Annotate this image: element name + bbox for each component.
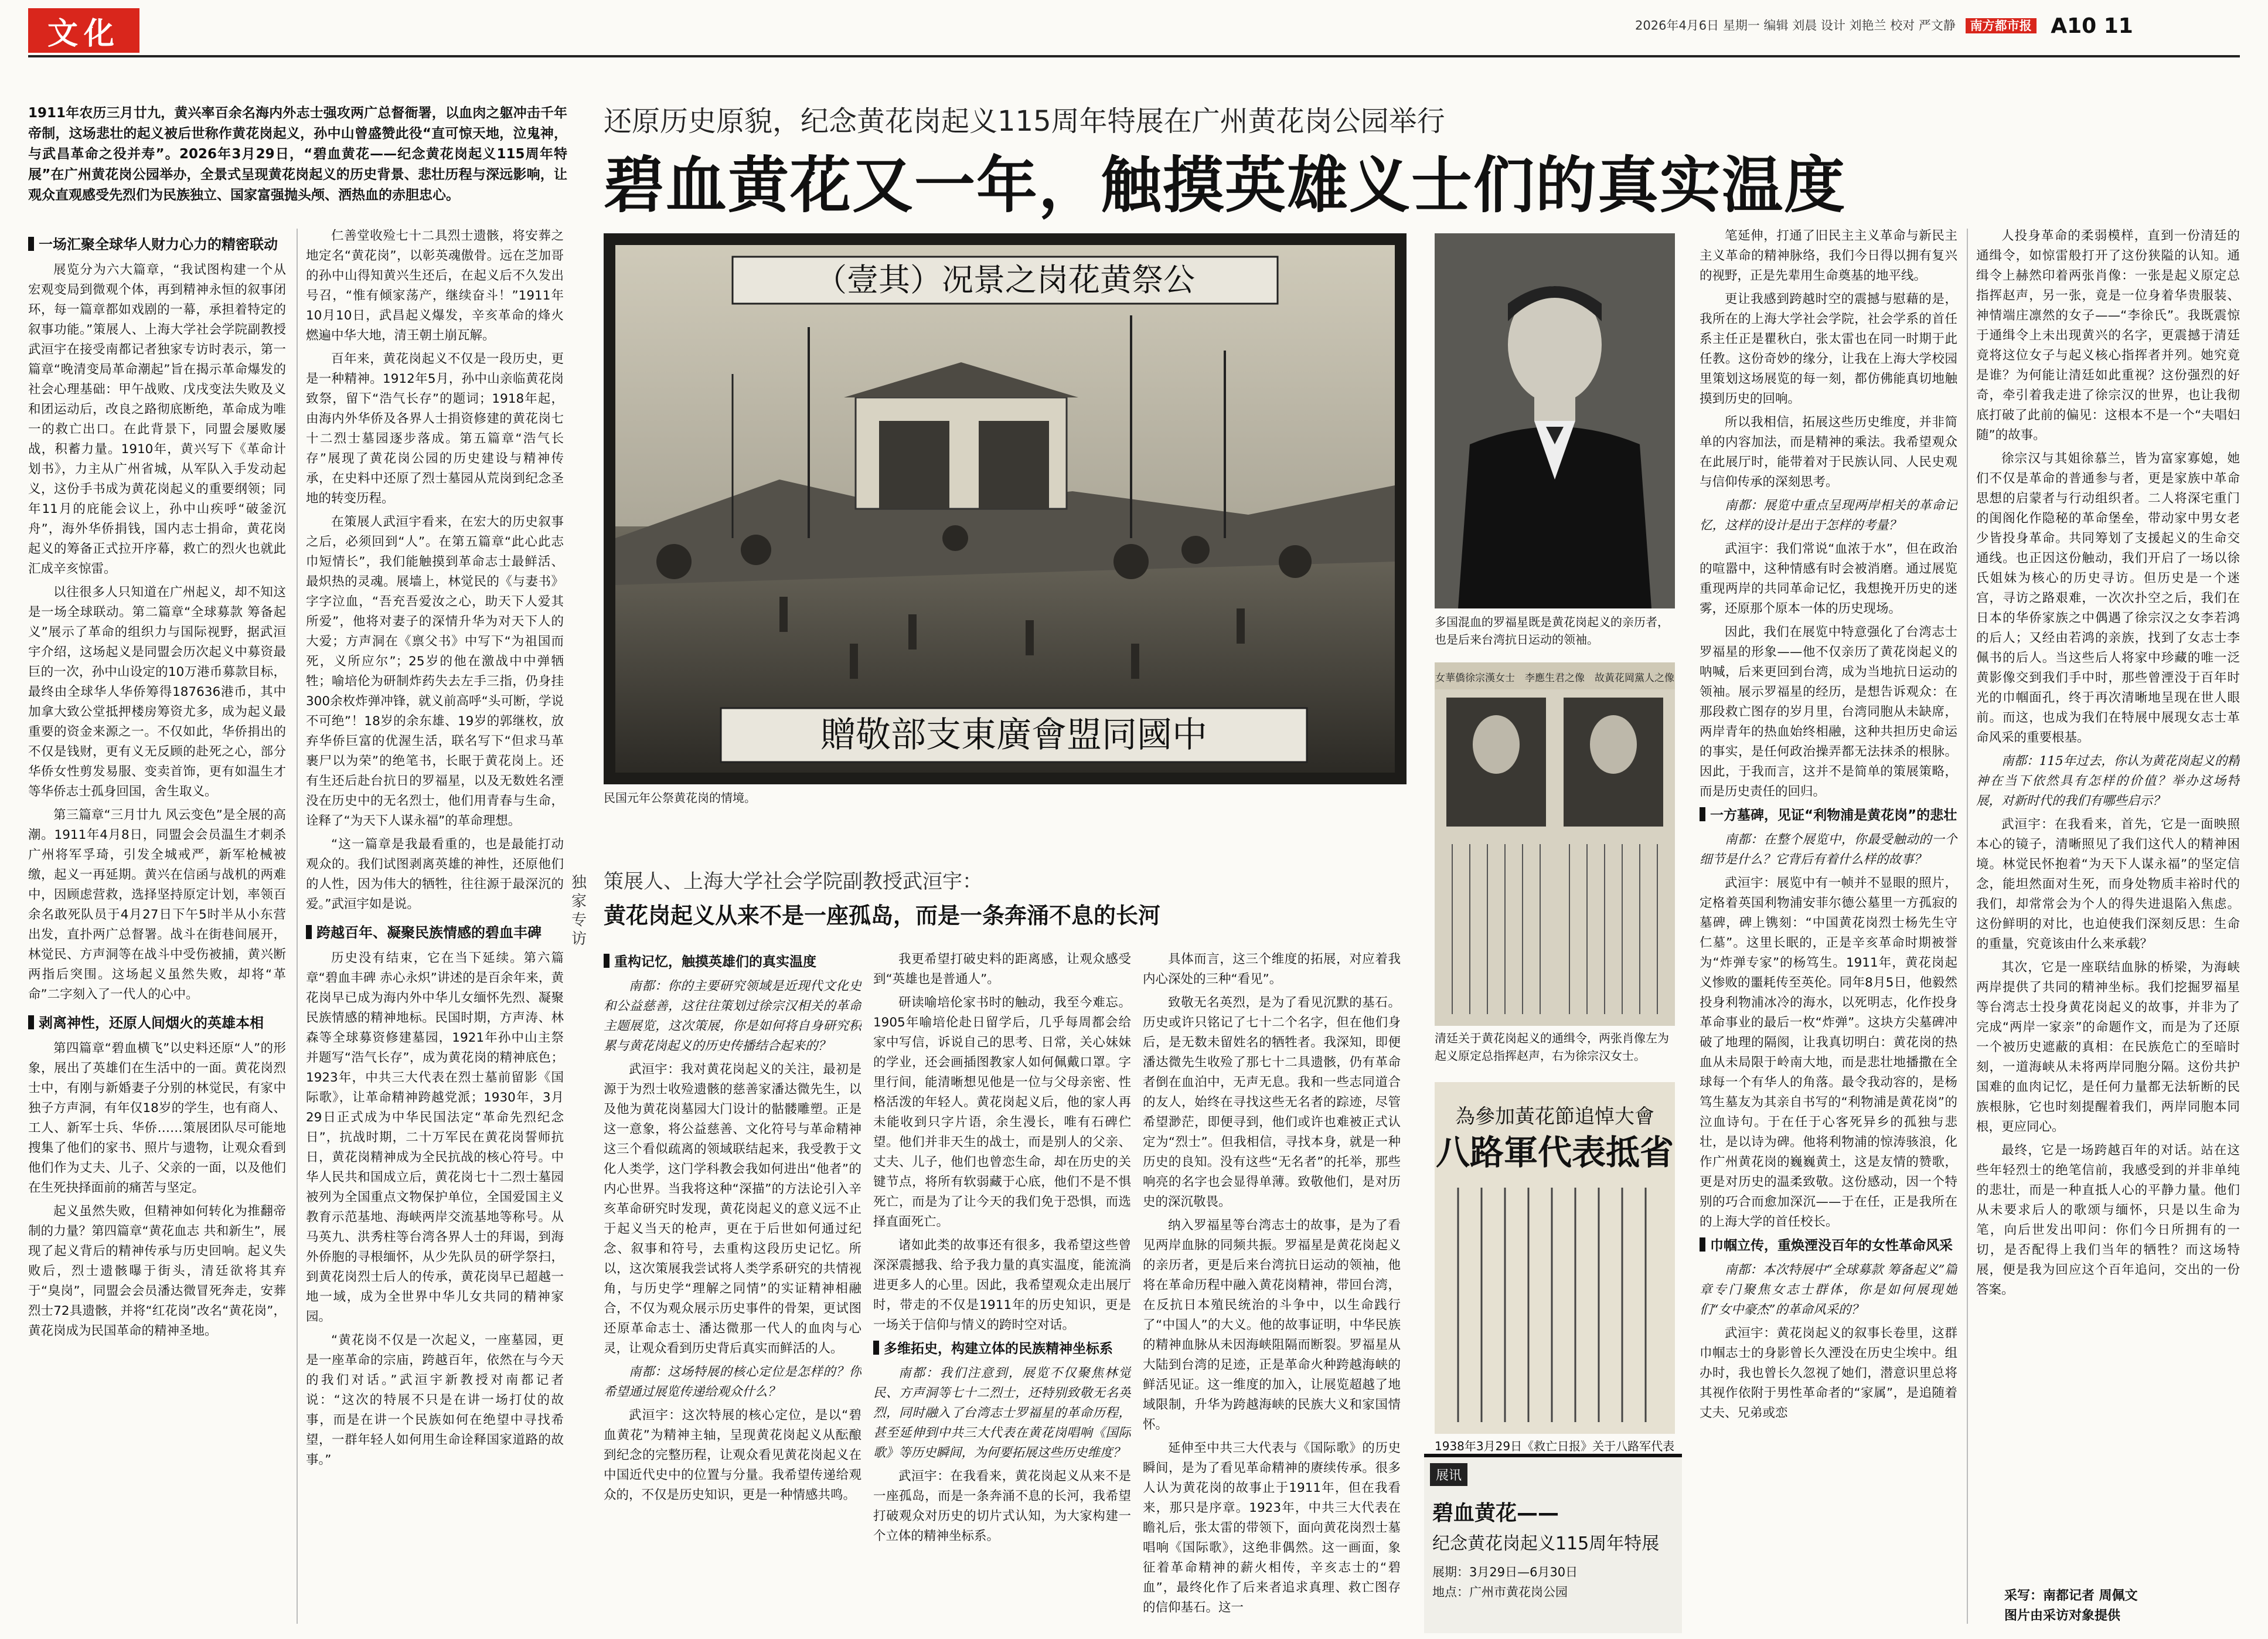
paragraph: 具体而言，这三个维度的拓展，对应着我内心深处的三种“看见”。 xyxy=(1143,952,1401,987)
lead-paragraph: 1911年农历三月廿九，黄兴率百余名海内外志士强攻两广总督衙署，以血肉之躯冲击千年帝制，这场悲壮的起义被后世称作黄花岗起义，孙中山曾盛赞此役“直可惊天地，泣鬼神，与武昌革命之役并寿”。2026年3月29日，“碧血黄花——纪念黄花岗起义115周年特展”在广州黄花岗公园举办，全景式呈现黄花岗起义的历史背景、悲壮历程与深远影响，让观众直观感受先烈们为民族独立、国家富强抛头颅、洒热血的赤胆忠心。 xyxy=(28,106,567,203)
section-heading: 一场汇聚全球华人财力心力的精密联动 xyxy=(28,234,286,254)
question: 南都：本次特展中“全球募款 筹备起义”篇章专门聚焦女志士群体，你是如何展现她们“女中豪杰”的革命风采的？ xyxy=(1700,1263,1957,1317)
interview-column-b xyxy=(873,950,1131,1630)
paragraph: 百年来，黄花岗起义不仅是一段历史，更是一种精神。1912年5月，孙中山亲临黄花岗致祭，留下“浩气长存”的题词；1918年起，由海内外华侨及各界人士捐资修建的黄花岗七十二烈士墓园逐步落成。第五篇章“浩气长存”展现了黄花岗公园的历史建设与精神传承，在史料中还原了烈士墓园从荒岗到纪念圣地的转变历程。 xyxy=(306,352,564,506)
headline: 碧血黄花又一年，触摸英雄义士们的真实温度 xyxy=(604,149,1847,221)
question: 南都：展览中重点呈现两岸相关的革命记忆，这样的设计是出于怎样的考量？ xyxy=(1700,498,1957,533)
section-heading: 多维拓史，构建立体的民族精神坐标系 xyxy=(873,1339,1131,1359)
answer: 武洹宇：我们常说“血浓于水”，但在政治的喧嚣中，这种情感有时会被消磨。通过展览重现两岸的共同革命记忆，我想挽开历史的迷雾，还原那个原本一体的历史现场。 xyxy=(1700,542,1957,616)
column-5 xyxy=(1700,226,1957,1627)
column-1 xyxy=(28,226,286,1627)
portrait-image xyxy=(1435,233,1675,608)
section-heading: 重构记忆，触摸英雄们的真实温度 xyxy=(604,952,861,972)
paragraph: 人投身革命的柔弱模样，直到一份清廷的通缉令，如惊雷般打开了这份狭隘的认知。通缉令上赫然印着两张肖像：一张是起义原定总指挥赵声，另一张，竟是一位身着华贵服装、神情端庄凛然的女子——“李徐氏”。我既震惊于通缉令上未出现黄兴的名字，更震撼于清廷竟将这位女子与起义核心指挥者并列。她究竟是谁？为何能让清廷如此重视？这份强烈的好奇，牵引着我走进了徐宗汉的世界，也让我彻底打破了此前的偏见：这根本不是一个“夫唱妇随”的故事。 xyxy=(1976,229,2240,443)
question: 南都：你的主要研究领域是近现代文化史和公益慈善，这往往策划过徐宗汉相关的革命主题展览，这次策展，你是如何将自身研究积累与黄花岗起义的历史传播结合起来的？ xyxy=(604,979,861,1053)
portrait-photo xyxy=(1435,233,1675,608)
paragraph: 延伸至中共三大代表与《国际歌》的历史瞬间，是为了看见革命精神的赓续传承。很多人认为黄花岗的故事止于1911年，但在我看来，那只是序章。1923年，中共三大代表在瞻礼后，张太雷的带领下，面向黄花岗烈士墓唱响《国际歌》，这绝非偶然。这一画面，象征着革命精神的薪火相传，辛亥志士的“碧血”，最终化作了后来者追求真理、救亡图存的信仰基石。这一 xyxy=(1143,1441,1401,1615)
paragraph: 第三篇章“三月廿九 风云变色”是全展的高潮。1911年4月8日，同盟会会员温生才刺杀广州将军孚琦，引发全城戒严，新军枪械被缴，起义一再延期。黄兴在信函与战机的两难中，因顾虑营救，选择坚持原定计划，率领百余名敢死队员于4月27日下午5时半从小东营出发，直扑两广总督署。战斗在街巷间展开，林觉民、方声洞等在战斗中受伤被捕，黄兴断两指后突围。这场起义虽然失败，却将“革命”二字刻入了一代人的心中。 xyxy=(28,808,286,1002)
exhibit-location: 地点：广州市黄花岗公园 xyxy=(1432,1585,1568,1599)
photo-banner-bottom: 贈敬部支東廣會盟同國中 xyxy=(820,715,1207,756)
notice-header: 女華僑徐宗漢女士 李應生君之像 故黃花岡黨人之像 xyxy=(1435,672,1674,684)
question: 南都：我们注意到，展览不仅聚焦林觉民、方声洞等七十二烈士，还特别致敬无名英烈，同时融入了台湾志士罗福星的革命历程，甚至延伸到中共三大代表在黄花岗唱响《国际歌》等历史瞬间，为何要拓展这些历史维度？ xyxy=(873,1366,1131,1460)
paragraph: 诸如此类的故事还有很多，我希望这些曾深深震撼我、给予我力量的真实温度，能流淌进更多人的心里。因此，我希望观众走出展厅时，带走的不仅是1911年的历史知识，更是一场关于信仰与情义的跨时空对话。 xyxy=(873,1238,1131,1332)
column-6 xyxy=(1976,226,2240,1575)
paragraph: 第四篇章“碧血横飞”以史料还原“人”的形象，展出了英雄们在生活中的一面。黄花岗烈士中，有刚与新婚妻子分别的林觉民，有家中独子方声洞，有年仅18岁的学生，也有商人、工人、新军士兵、华侨……策展团队尽可能地搜集了他们的家书、照片与遗物，让观众看到他们作为丈夫、儿子、父亲的一面，以及他们在生死抉择面前的痛苦与坚定。 xyxy=(28,1041,286,1195)
section-tag: 文化 xyxy=(28,8,139,53)
interview-column-a xyxy=(604,950,861,1630)
photo-banner-top: （壹其）况景之岗花黄祭公 xyxy=(815,261,1195,298)
interview-title xyxy=(604,865,1190,930)
question: 南都：这场特展的核心定位是怎样的？你希望通过展览传递给观众什么？ xyxy=(604,1365,861,1399)
clipping-headline: 八路軍代表抵省 xyxy=(1435,1133,1674,1172)
paragraph: “黄花岗不仅是一次起义，一座墓园，更是一座革命的宗庙，跨越百年，依然在与今天的我们对话。”武洹宇新教授对南都记者说：“这次的特展不只是在讲一场打仗的故事，而是在讲一个民族如何在绝望中寻找希望，一群年轻人如何用生命诠释国家道路的故事。” xyxy=(306,1333,564,1467)
clipping-caption: 1938年3月29日《救亡日报》关于八路军代表 xyxy=(1435,1439,1675,1453)
answer: 武洹宇：在我看来，首先，它是一面映照本心的镜子，清晰照见了我们这代人的精神困境。林觉民怀抱着“为天下人谋永福”的坚定信念，能坦然面对生死，而身处物质丰裕时代的我们，却常常会为个人的得失进退陷入焦虑。这份鲜明的对比，也迫使我们深刻反思：生命的重量，究竟该由什么来承载？ xyxy=(1976,817,2240,951)
section-heading: 跨越百年、凝聚民族情感的碧血丰碑 xyxy=(306,923,564,943)
exhibit-subtitle: 纪念黄花岗起义115周年特展 xyxy=(1432,1533,1660,1554)
answer: 武洹宇：在我看来，黄花岗起义从来不是一座孤岛，而是一条奔涌不息的长河，我希望打破观众对历史的切片式认知，为大家构建一个立体的精神坐标系。 xyxy=(873,1469,1131,1543)
byline xyxy=(2004,1586,2250,1626)
section-heading: 一方墓碑，见证“利物浦是黄花岗”的悲壮 xyxy=(1700,805,1957,825)
wanted-notice-photo xyxy=(1435,662,1675,1026)
kicker: 还原历史原貌，纪念黄花岗起义115周年特展在广州黄花岗公园举行 xyxy=(604,105,1445,138)
paragraph: 其次，它是一座联结血脉的桥梁，为海峡两岸提供了共同的精神坐标。我们挖掘罗福星等台湾志士投身黄花岗起义的故事，并非为了完成“两岸一家亲”的命题作文，而是为了还原一个被历史遮蔽的真相：在民族危亡的至暗时刻，一道海峡从未将两岸同胞分隔。这份共护国难的血肉记忆，是任何力量都无法斩断的民族根脉，它也时刻提醒着我们，两岸同胞本同根，更应同心。 xyxy=(1976,960,2240,1134)
exhibit-info-box xyxy=(1424,1454,1682,1633)
byline-writer: 采写：南都记者 周佩文 xyxy=(2004,1589,2138,1603)
paragraph: 笔延伸，打通了旧民主主义革命与新民主主义革命的精神脉络，我们今日得以拥有复兴的视野，正是先辈用生命奠基的地平线。 xyxy=(1700,229,1957,283)
answer: 武洹宇：这次特展的核心定位，是以“碧血黄花”为精神主轴，呈现黄花岗起义从酝酿到纪念的完整历程，让观众看见黄花岗起义在中国近代史中的位置与分量。我希望传递给观众的，不仅是历史知识，更是一种情感共鸣。 xyxy=(604,1408,861,1502)
paragraph: 徐宗汉与其姐徐慕兰，皆为富家寡媳，她们不仅是革命的普通参与者，更是家族中革命思想的启蒙者与行动组织者。二人将深宅重门的闺阁化作隐秘的革命堡垒，带动家中男女老少皆投身革命。共同筹划了支援起义的生命交通线。也正因这份触动，我们开启了一场以徐氏姐妹为核心的历史寻访。但历史是一个迷宫，寻访之路艰难，一次次扑空之后，我们在日本的华侨家族之中偶遇了徐宗汉之女李若鸿的后人；又经由若鸿的亲族，找到了女志士李佩书的后人。当这些后人将家中珍藏的唯一泛黄影像交到我们手中时，那些曾湮没于百年时光的巾帼面孔，终于再次清晰地呈现在世人眼前。而这，也成为我们在特展中展现女志士革命风采的重要根基。 xyxy=(1976,451,2240,745)
paragraph: 仁善堂收殓七十二具烈士遗骸，将安葬之地定名“黄花岗”，以彰英魂傲骨。远在芝加哥的孙中山得知黄兴生还后，在起义后不久发出号召，“惟有倾家荡产，继续奋斗！”1911年10月10日，武昌起义爆发，辛亥革命的烽火燃遍中华大地，清王朝土崩瓦解。 xyxy=(306,229,564,343)
exhibit-dates: 展期：3月29日—6月30日 xyxy=(1432,1565,1578,1579)
column-divider xyxy=(1967,229,1968,1624)
paragraph: 最终，它是一场跨越百年的对话。站在这些年轻烈士的绝笔信前，我感受到的并非单纯的悲壮，而是一种直抵人心的平静力量。他们从未要求后人的歌颂与缅怀，只是以生命为笔，向后世发出叩问：你们今日所拥有的一切，是否配得上我们当年的牺牲？而这场特展，便是我为回应这个百年追问，交出的一份答案。 xyxy=(1976,1143,2240,1297)
paragraph: 以往很多人只知道在广州起义，却不知这是一场全球联动。第二篇章“全球募款 筹备起义”展示了革命的组织力与国际视野，据武洹宇介绍，这场起义是同盟会历次起义中募资最巨的一次，孙中山设定的10万港币募款目标，最终由全球华人华侨筹得187636港币，其中加拿大致公堂抵押楼房筹资尤多，成为起义最重要的资金来源之一。不仅如此，华侨捐出的不仅是钱财，更有义无反顾的赴死之心，部分华侨女性剪发易服、变卖首饰，更有如温生才等华侨志士孤身回国，舍生取义。 xyxy=(28,585,286,799)
top-rule xyxy=(28,55,2240,57)
paragraph: 所以我相信，拓展这些历史维度，并非简单的内容加法，而是精神的乘法。我希望观众在此展厅时，能带着对于民族认同、人民史观与信仰传承的深刻思考。 xyxy=(1700,415,1957,489)
newspaper-clipping xyxy=(1435,1082,1675,1434)
answer: 武洹宇：展览中有一帧并不显眼的照片，定格着英国利物浦安菲尔德公墓里一方孤寂的墓碑，碑上镌刻：“中国黄花岗烈士杨先生守仁墓”。这里长眠的，正是辛亥革命时期被誉为“炸弹专家”的杨笃生。1911年，黄花岗起义惨败的噩耗传至英伦。同年8月5日，他毅然投身利物浦冰冷的海水，以死明志，化作投身革命事业的最后一枚“炸弹”。这块方尖墓碑冲破了地理的隔阂，让我真切明白：黄花岗的热血从未局限于岭南大地，而是悲壮地播撒在全球每一个有华人的角落。最令我动容的，是杨笃生墓友为其亲自书写的“利物浦是黄花岗”的泣血诗句。于在任于心客死异乡的孤独与悲壮，是以诗为碑。他将利物浦的惊涛骇浪，化作广州黄花岗的巍巍黄土，这是友情的赞歌，更是对历史的温柔致敬。这份感动，因一个特别的巧合而愈加深沉——于在任，正是我所在的上海大学的首任校长。 xyxy=(1700,876,1957,1229)
paragraph: 因此，我们在展览中特意强化了台湾志士罗福星的形象——他不仅亲历了黄花岗起义的呐喊，后来更回到台湾，成为当地抗日运动的领袖。展示罗福星的经历，是想告诉观众：在那段救亡图存的岁月里，台湾同胞从未缺席，两岸青年的热血始终相融，这种共担历史命运的事实，是任何政治操弄都无法抹杀的根脉。因此，于我而言，这并不是简单的策展策略，而是历史责任的回归。 xyxy=(1700,625,1957,799)
paragraph: 我更希望打破史料的距离感，让观众感受到“英雄也是普通人”。 xyxy=(873,952,1131,987)
brand-badge: 南方都市报 xyxy=(1966,18,2037,33)
byline-photo: 图片由采访对象提供 xyxy=(2004,1609,2121,1623)
exclusive-interview-tag: 独家专访 xyxy=(571,874,587,948)
ceremony-photo-image xyxy=(604,233,1407,784)
question: 南都：115年过去，你认为黄花岗起义的精神在当下依然具有怎样的价值？举办这场特展，对新时代的我们有哪些启示？ xyxy=(1976,754,2240,808)
paragraph: 历史没有结束，它在当下延续。第六篇章“碧血丰碑 赤心永炽”讲述的是百余年来，黄花岗早已成为海内外中华儿女缅怀先烈、凝聚民族情感的精神地标。民国时期，方声涛、林森等全球募资修建墓园，1921年孙中山主祭并题写“浩气长存”，成为黄花岗的精神底色；1923年，中共三大代表在烈士墓前留影《国际歌》，让革命精神跨越党派；1930年，3月29日正式成为中华民国法定“革命先烈纪念日”，抗战时期，二十万军民在黄花岗誓师抗日，黄花岗精神成为全民抗战的核心符号。中华人民共和国成立后，黄花岗七十二烈士墓园被列为全国重点文物保护单位，全国爱国主义教育示范基地、海峡两岸交流基地等称号。从马英九、洪秀柱等台湾各界人士的拜谒，到海外侨胞的寻根缅怀，从少先队员的研学祭扫，到黄花岗烈士后人的传承，黄花岗早已超越一地一域，成为全世界中华儿女共同的精神家园。 xyxy=(306,951,564,1324)
interview-line-1: 策展人、上海大学社会学院副教授武洹宇： xyxy=(604,870,982,893)
section-heading: 剥离神性，还原人间烟火的英雄本相 xyxy=(28,1013,286,1033)
answer: 武洹宇：我对黄花岗起义的关注，最初是源于为烈士收殓遗骸的慈善家潘达微先生，以及他为黄花岗墓园大门设计的骷髅雕塑。正是这一意象，将公益慈善、文化符号与革命精神这三个看似疏离的领域联结起来，我受教于文化人类学，这门学科教会我如何进出“他者”的内心世界。当我将这种“深描”的方法论引入辛亥革命研究时发现，黄花岗起义的意义远不止于起义当天的枪声，更在于后世如何通过纪念、叙事和符号，去重构这段历史记忆。所以，这次策展我尝试将人类学系研究的共情视角，与历史学“理解之同情”的实证精神相融合，不仅为观众展示历史事件的骨架，更试图还原革命志士、潘达微那一代人的血肉与心灵，让观众看到历史背后真实而鲜活的人。 xyxy=(604,1062,861,1356)
wanted-notice-image xyxy=(1435,662,1675,1026)
exhibit-title: 碧血黄花—— xyxy=(1432,1501,1559,1525)
interview-column-c xyxy=(1143,950,1401,1630)
clipping-top-line: 為參加黃花節追悼大會 xyxy=(1455,1105,1654,1128)
exhibit-tag: 展讯 xyxy=(1430,1463,1467,1486)
paragraph: 展览分为六大篇章，“我试图构建一个从宏观变局到微观个体，再到精神永恒的叙事闭环，每一篇章都如戏剧的一幕，承担着特定的叙事功能。”策展人、上海大学社会学院副教授武洹宇在接受南都记者独家专访时表示，第一篇章“晚清变局革命潮起”旨在揭示革命爆发的社会心理基础：甲午战败、戊戌变法失败及义和团运动后，改良之路彻底断绝，革命成为唯一的救亡出口。在此背景下，同盟会屡败屡战，积蓄力量。1910年，黄兴写下《革命计划书》，力主从广州省城，从军队入手发动起义，这份手书成为黄花岗起义的重要纲领；同年11月的庇能会议上，孙中山疾呼“破釜沉舟”，海外华侨捐钱，国内志士捐命，黄花岗起义的筹备正式拉开序幕，救亡的烈火也就此汇成辛亥惊雷。 xyxy=(28,263,286,576)
interview-line-2: 黄花岗起义从来不是一座孤岛，而是一条奔涌不息的长河 xyxy=(604,903,1161,929)
portrait-caption: 多国混血的罗福星既是黄花岗起义的亲历者，也是后来台湾抗日运动的领袖。 xyxy=(1435,615,1669,647)
newspaper-clipping-image xyxy=(1435,1082,1675,1434)
page-number: A10 11 xyxy=(2051,14,2133,38)
paragraph: 起义虽然失败，但精神如何转化为推翻帝制的力量？第四篇章“黄花血志 共和新生”，展现了起义背后的精神传承与历史回响。起义失败后，烈士遗骸曝于街头，清廷欲将其弃于“臭岗”，同盟会会员潘达微冒死奔走，安葬烈士72具遗骸，并将“红花岗”改名“黄花岗”，黄花岗成为民国革命的精神圣地。 xyxy=(28,1204,286,1338)
paragraph: 在策展人武洹宇看来，在宏大的历史叙事之后，必须回到“人”。在第五篇章“此心此志 巾短情长”，我们能触摸到革命志士最鲜活、最炽热的灵魂。展墙上，林觉民的《与妻书》字字泣血，“吾充吾爱汝之心，助天下人爱其所爱”，他将对妻子的深情升华为对天下人的大爱；方声洞在《禀父书》中写下“为祖国而死，义所应尔”；25岁的他在激战中中弹牺牲；喻培伦为研制炸药失去左手三指，仍身挂300余枚炸弹冲锋，就义前高呼“头可断，学说不可绝”！18岁的余东雄、19岁的郭继枚，放弃华侨巨富的优渥生活，联名写下“但求马革裹尸以为荣”的绝笔书，长眠于黄花岗上。还有生还后赴台抗日的罗福星，以及无数姓名湮没在历史中的无名烈士，他们用青春与生命，诠释了“为天下人谋永福”的革命理想。 xyxy=(306,515,564,828)
meta-text: 2026年4月6日 星期一 编辑 刘晨 设计 刘艳兰 校对 严文静 xyxy=(1635,18,1956,33)
paragraph: 致敬无名英烈，是为了看见沉默的基石。历史或许只铭记了七十二个名字，但在他们身后，是无数未留姓名的牺牲者。我深知，即便潘达微先生收殓了那七十二具遗骸，仍有革命者倒在血泊中，无声无息。我和一些志同道合的友人，始终在寻找这些无名者的踪迹，尽管希望渺茫，即便寻到，他们或许也难被正式认定为“烈士”。但我相信，寻找本身，就是一种历史的良知。没有这些“无名者”的托举，那些响亮的名字也会显得单薄。致敬他们，是对历史的深沉敬畏。 xyxy=(1143,995,1401,1209)
paragraph: 纳入罗福星等台湾志士的故事，是为了看见两岸血脉的同频共振。罗福星是黄花岗起义的亲历者，更是后来台湾抗日运动的领袖，他将在革命历程中融入黄花岗精神，带回台湾，在反抗日本殖民统治的斗争中，以生命践行了“中国人”的大义。他的故事证明，中华民族的精神血脉从未因海峡阻隔而断裂。罗福星从大陆到台湾的足迹，正是革命火种跨越海峡的鲜活见证。这一维度的加入，让展览超越了地域限制，升华为跨越海峡的民族大义和家国情怀。 xyxy=(1143,1218,1401,1432)
wanted-notice-caption: 清廷关于黄花岗起义的通缉令，两张肖像左为起义原定总指挥赵声，右为徐宗汉女士。 xyxy=(1435,1031,1669,1063)
ceremony-caption: 民国元年公祭黄花岗的情境。 xyxy=(604,791,756,805)
page-meta xyxy=(1635,14,2133,38)
column-2 xyxy=(306,226,564,1627)
paragraph: “这一篇章是我最看重的，也是最能打动观众的。我们试图剥离英雄的神性，还原他们的人性，因为伟大的牺牲，往往源于最深沉的爱。”武洹宇如是说。 xyxy=(306,837,564,912)
answer: 武洹宇：黄花岗起义的叙事长卷里，这群巾帼志士的身影曾长久湮没在历史尘埃中。组办时，我也曾长久忽视了她们，潜意识里总将其视作依附于男性革命者的“家属”，是追随着丈夫、兄弟或恋 xyxy=(1700,1326,1957,1420)
ceremony-photo xyxy=(604,233,1407,784)
paragraph: 研读喻培伦家书时的触动，我至今难忘。1905年喻培伦赴日留学后，几乎每周都会给家中写信，诉说自己的思考、日常，关心妹妹的学业，还会画插图教家人如何佩戴口罩。字里行间，能清晰想见他是一位与父母亲密、性格活泼的年轻人。黄花岗起义后，他的家人再未能收到只字片语，余生漫长，唯有石碑伫望。他们并非天生的战士，而是别人的父亲、丈夫、儿子，他们也曾恋生命，却在历史的关键节点，将所有软弱藏于心底，他们不是不惧死亡，而是为了让今天的我们免于恐惧，而选择直面死亡。 xyxy=(873,995,1131,1229)
question: 南都：在整个展览中，你最受触动的一个细节是什么？它背后有着什么样的故事？ xyxy=(1700,832,1957,867)
section-heading: 巾帼立传，重焕湮没百年的女性革命风采 xyxy=(1700,1236,1957,1256)
paragraph: 更让我感到跨越时空的震撼与慰藉的是，我所在的上海大学社会学院，社会学系的首任系主任正是瞿秋白，张太雷也在同一时期于此任教。这份奇妙的缘分，让我在上海大学校园里策划这场展览的每一刻，都仿佛能真切地触摸到历史的回响。 xyxy=(1700,292,1957,406)
column-divider xyxy=(297,229,298,1624)
